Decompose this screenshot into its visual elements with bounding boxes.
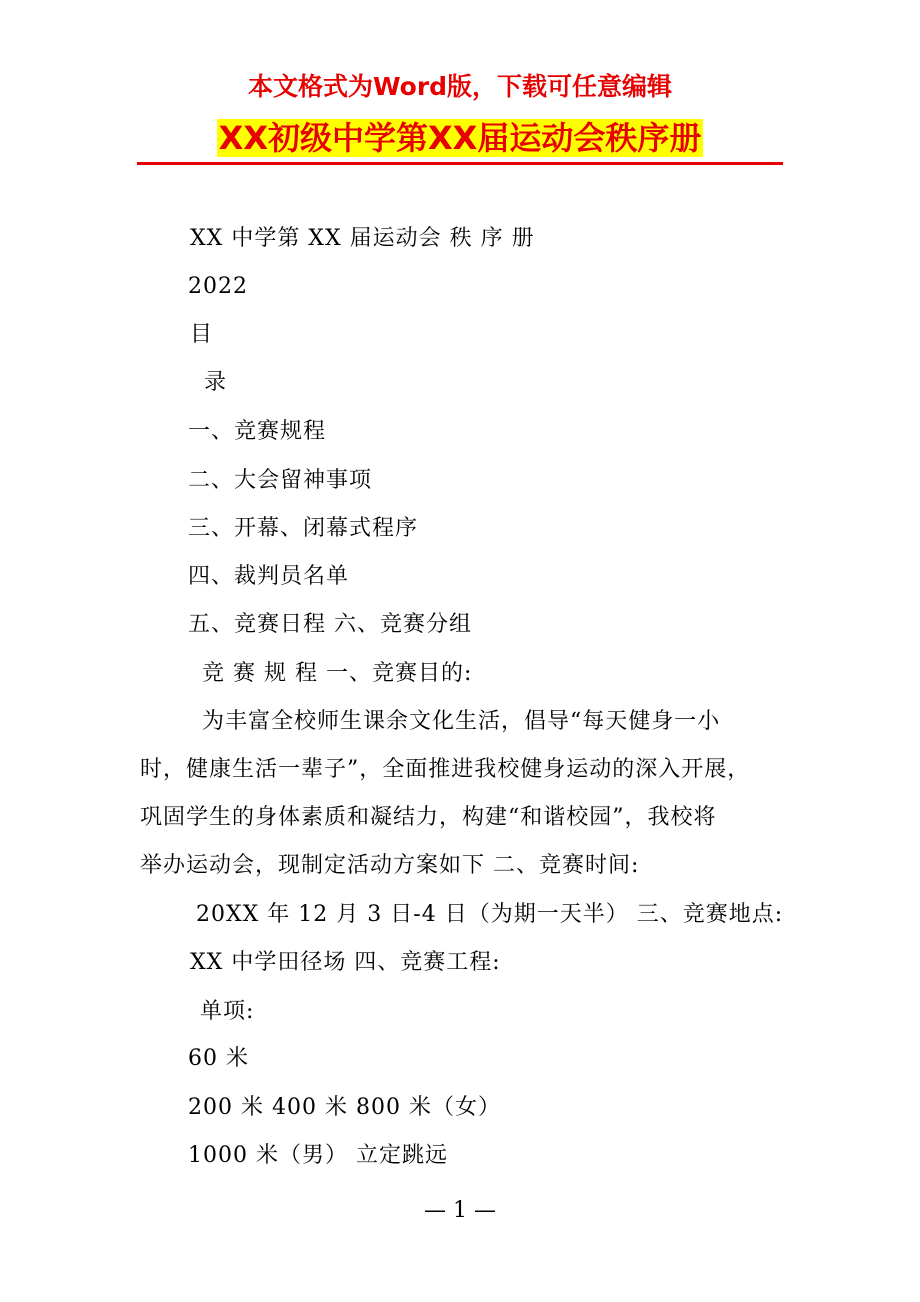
body-line-heading: XX 中学第 XX 届运动会 秩 序 册 (190, 226, 535, 251)
toc-item-4: 四、裁判员名单 (188, 564, 350, 589)
event-60m: 60 米 (188, 1046, 249, 1071)
event-1000m-longjump: 1000 米（男） 立定跳远 (188, 1143, 448, 1168)
body-line-year: 2022 (188, 274, 248, 299)
toc-item-1: 一、竞赛规程 (188, 419, 327, 444)
competition-venue-line: XX 中学田径场 四、竞赛工程: (190, 950, 501, 975)
toc-heading-part1: 目 (190, 322, 214, 347)
download-notice: 本文格式为Word版，下载可任意编辑 (247, 72, 673, 101)
toc-item-3: 三、开幕、闭幕式程序 (188, 516, 419, 541)
event-200-400-800m: 200 米 400 米 800 米（女） (188, 1095, 501, 1120)
competition-date-line: 20XX 年 12 月 3 日-4 日（为期一天半） 三、竞赛地点: (196, 902, 784, 927)
events-label: 单项: (200, 999, 255, 1024)
paragraph-line-1: 为丰富全校师生课余文化生活，倡导“每天健身一小 (202, 709, 721, 734)
page-number: — 1 — (424, 1198, 496, 1223)
title-divider (137, 162, 783, 165)
paragraph-line-3: 巩固学生的身体素质和凝结力，构建“和谐校园”，我校将 (140, 805, 717, 830)
toc-item-2: 二、大会留神事项 (188, 468, 373, 493)
toc-heading-part2: 录 (204, 370, 228, 395)
toc-item-5-6: 五、竞赛日程 六、竞赛分组 (188, 612, 472, 637)
paragraph-line-2: 时，健康生活一辈子”，全面推进我校健身运动的深入开展， (140, 757, 751, 782)
section-rules-heading: 竞 赛 规 程 一、竞赛目的: (202, 661, 473, 686)
document-title (0, 116, 920, 160)
paragraph-line-4: 举办运动会，现制定活动方案如下 二、竞赛时间: (140, 853, 640, 878)
document-title-highlight: XX初级中学第XX届运动会秩序册 (218, 119, 702, 157)
